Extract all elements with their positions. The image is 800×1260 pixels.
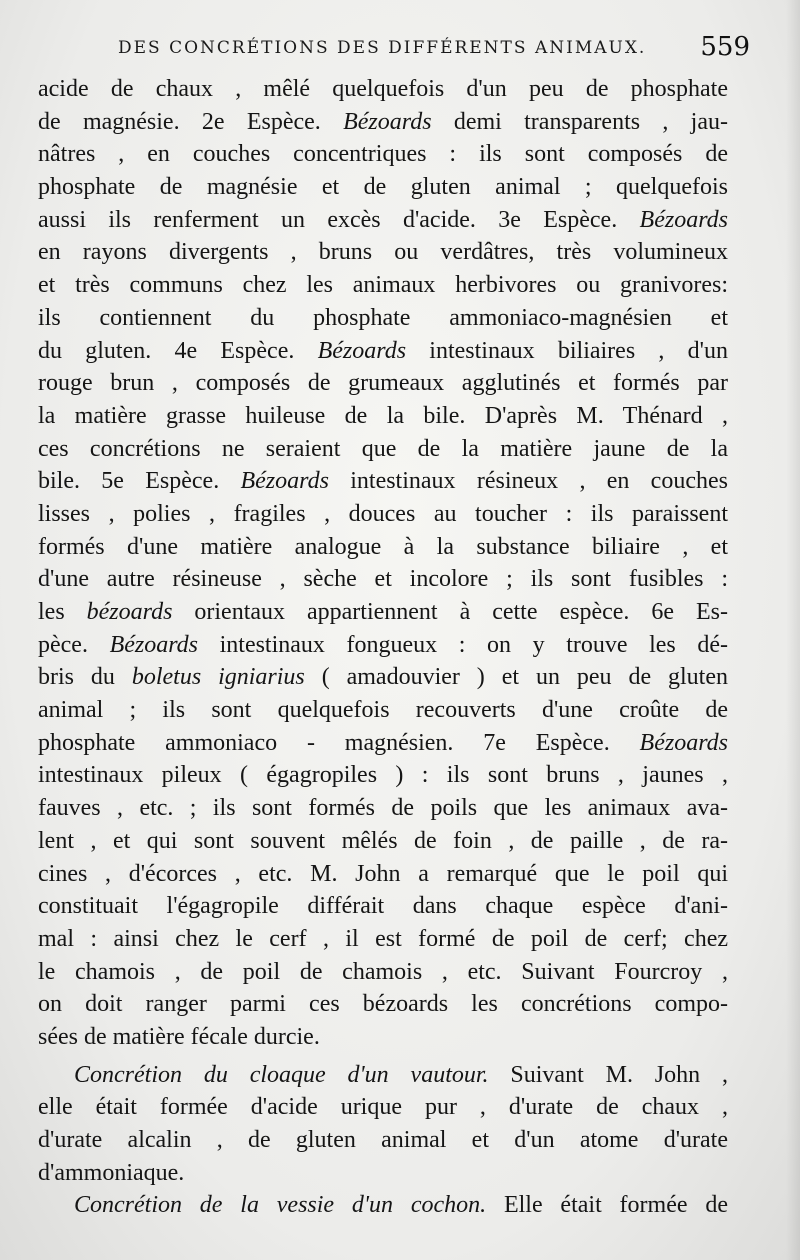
text-line: et très communs chez les animaux herbivores ou granivores: — [38, 272, 728, 299]
text-line: elle était formée d'acide urique pur , d'urate de chaux , — [38, 1094, 728, 1121]
text-line: pèce. Bézoards intestinaux fongueux : on y trouve les dé- — [38, 631, 728, 658]
text-line: fauves , etc. ; ils sont formés de poils que les animaux ava- — [38, 795, 728, 822]
text-line: nâtres , en couches concentriques : ils sont composés de — [38, 141, 728, 168]
text-line: on doit ranger parmi ces bézoards les concrétions compo- — [38, 991, 728, 1018]
running-title: DES CONCRÉTIONS DES DIFFÉRENTS ANIMAUX. — [118, 38, 647, 58]
text-line: le chamois , de poil de chamois , etc. Suivant Fourcroy , — [38, 958, 728, 985]
text-line: en rayons divergents , bruns ou verdâtres, très volumineux — [38, 239, 728, 266]
italic-term: bézoards — [86, 599, 173, 625]
text-line: bris du boletus igniarius ( amadouvier ) et un peu de gluten — [38, 664, 729, 691]
text-line: aussi ils renferment un excès d'acide. 3e Espèce. Bézoards — [38, 206, 728, 233]
text-line: intestinaux pileux ( égagropiles ) : ils sont bruns , jaunes , — [38, 762, 728, 789]
text-line: phosphate de magnésie et de gluten animal ; quelquefois — [38, 174, 728, 201]
text-line: de magnésie. 2e Espèce. Bézoards demi transparents , jau- — [38, 108, 728, 135]
text-line: lent , et qui sont souvent mêlés de foin , de paille , de ra- — [38, 827, 728, 854]
text-line: Concrétion du cloaque d'un vautour. Suivant M. John , — [74, 1061, 729, 1088]
text-line: acide de chaux , mêlé quelquefois d'un peu de phosphate — [38, 76, 728, 102]
text-line: rouge brun , composés de grumeaux agglutinés et formés par — [38, 370, 728, 397]
text-line: bile. 5e Espèce. Bézoards intestinaux résineux , en couches — [38, 468, 728, 495]
italic-term: Concrétion du cloaque d'un vautour. — [74, 1061, 489, 1088]
body-text — [38, 73, 728, 1222]
text-line: formés d'une matière analogue à la substance biliaire , et — [38, 533, 728, 560]
italic-term: Bézoards — [109, 631, 199, 658]
text-line: les bézoards orientaux appartiennent à cette espèce. 6e Es- — [38, 599, 728, 625]
text-line: Concrétion de la vessie d'un cochon. Elle était formée de — [74, 1192, 728, 1219]
italic-term: Bézoards — [343, 108, 432, 135]
page-number: 559 — [700, 32, 750, 62]
text-line: constituait l'égagropile différait dans chaque espèce d'ani- — [38, 893, 728, 920]
italic-term: Bézoards — [639, 206, 728, 233]
text-line: mal : ainsi chez le cerf , il est formé de poil de cerf; chez — [38, 925, 728, 952]
text-line: d'urate alcalin , de gluten animal et d'un atome d'urate — [38, 1127, 728, 1153]
text-line: du gluten. 4e Espèce. Bézoards intestinaux biliaires , d'un — [38, 337, 728, 364]
italic-term: Bézoards — [240, 468, 329, 495]
italic-term: Bézoards — [317, 337, 407, 364]
scan-shadow — [786, 0, 800, 1260]
text-line: sées de matière fécale durcie. — [38, 1023, 320, 1050]
text-line: lisses , polies , fragiles , douces au toucher : ils paraissent — [38, 500, 728, 527]
text-line: la matière grasse huileuse de la bile. D'après M. Thénard , — [38, 402, 728, 429]
running-head — [118, 32, 750, 66]
italic-term: Bézoards — [639, 729, 728, 756]
text-line: d'une autre résineuse , sèche et incolore ; ils sont fusibles : — [38, 566, 728, 593]
text-line: d'ammoniaque. — [38, 1159, 185, 1186]
text-line: ils contiennent du phosphate ammoniaco-magnésien et — [38, 304, 728, 331]
italic-term: boletus igniarius — [131, 664, 305, 691]
italic-term: Concrétion de la vessie d'un cochon. — [74, 1192, 487, 1219]
text-line: animal ; ils sont quelquefois recouverts d'une croûte de — [38, 697, 728, 724]
text-line: ces concrétions ne seraient que de la matière jaune de la — [38, 435, 728, 462]
text-line: cines , d'écorces , etc. M. John a remarqué que le poil qui — [38, 860, 728, 887]
text-line: phosphate ammoniaco - magnésien. 7e Espèce. Bézoards — [38, 729, 728, 756]
